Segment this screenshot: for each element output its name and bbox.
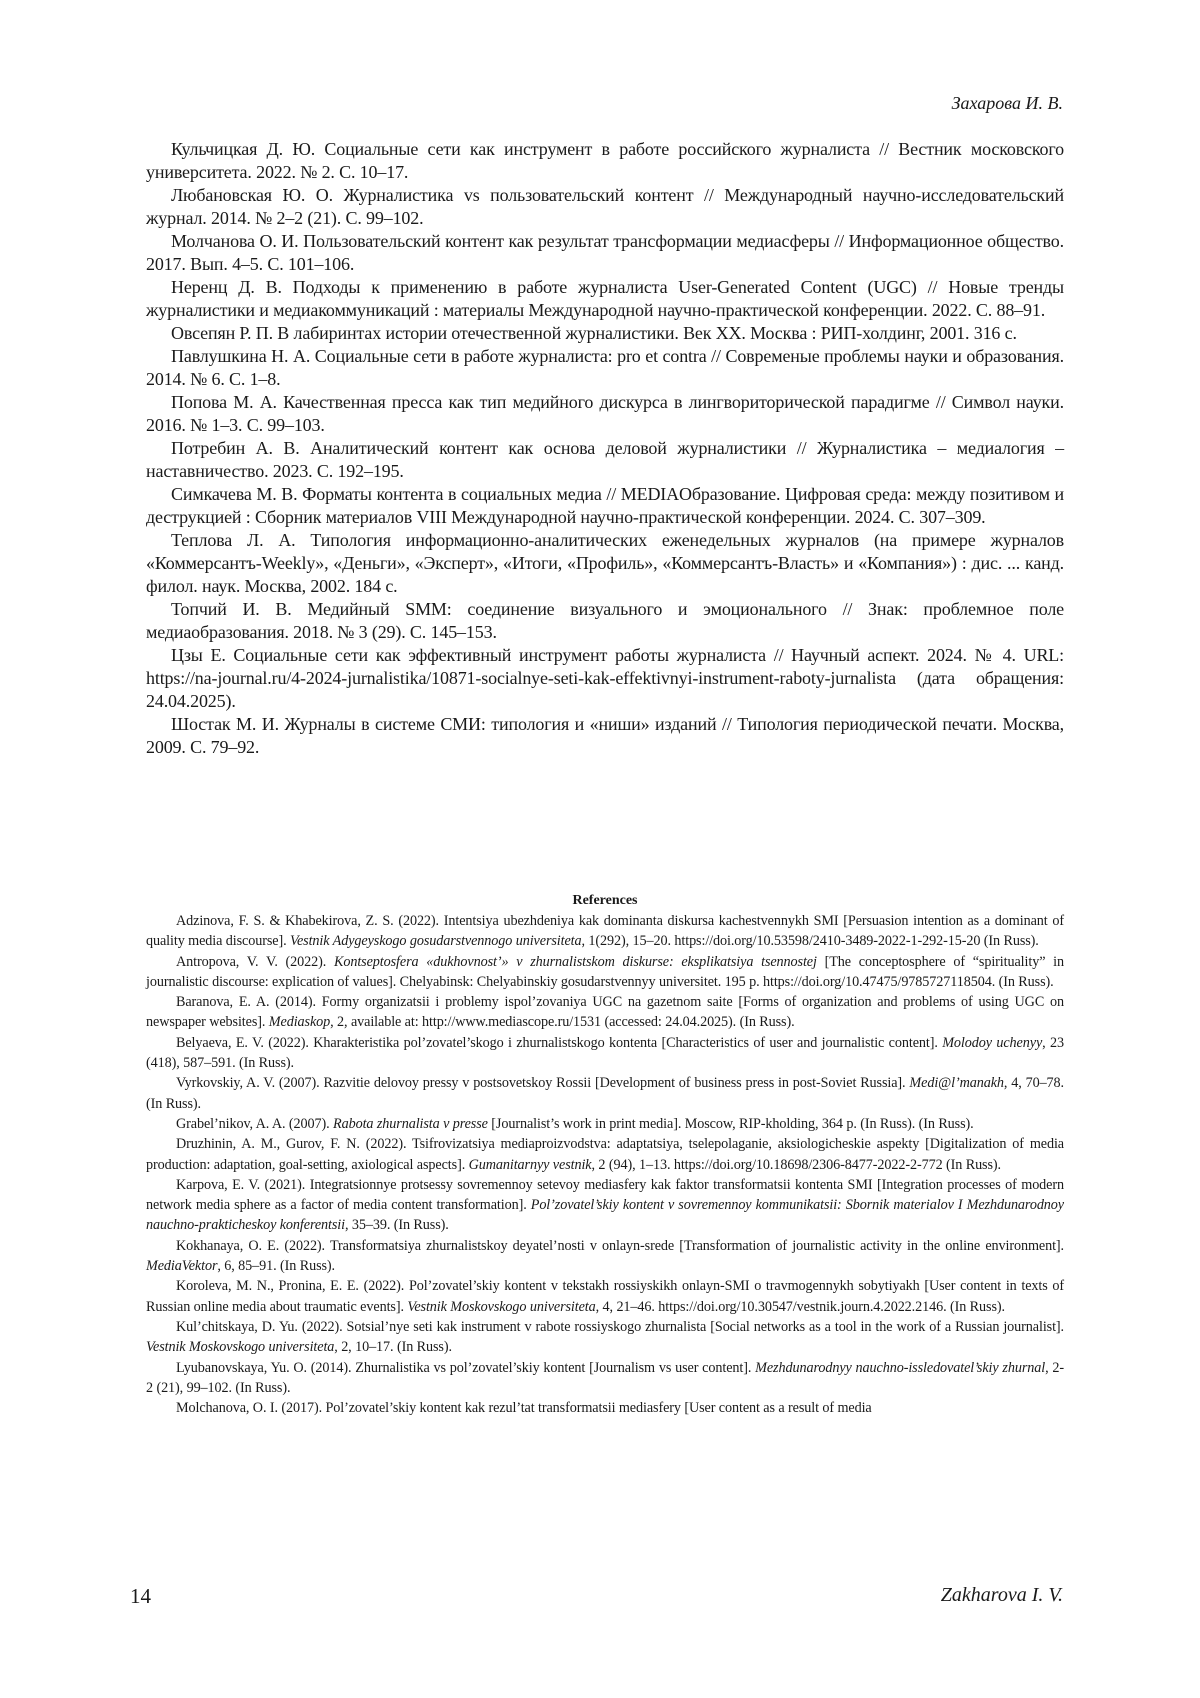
bibliography-entry: Неренц Д. В. Подходы к применению в работе журналиста User-Generated Content (UGC) // Новые тренды журналистики и медиакоммуникаций : материалы Международной научно-практической конференции. 2022. С. 88–91.: [146, 277, 1064, 320]
reference-entry: Koroleva, M. N., Pronina, E. E. (2022). Pol’zovatel’skiy kontent v tekstakh rossiyskikh onlayn-SMI o travmogennykh sobytiyakh [User content in texts of Russian online media about traumatic events]. Vestnik Moskovskogo universiteta, 4, 21–46. https://doi.org/10.30547/vestnik.journ.4.2022.2146. (In Russ).: [146, 1278, 1064, 1315]
bibliography-entry: Павлушкина Н. А. Социальные сети в работе журналиста: pro et contra // Совремeные проблемы науки и образования. 2014. № 6. С. 1–8.: [146, 346, 1064, 389]
reference-journal: Mediaskop: [268, 1014, 331, 1031]
bibliography-entry: Овсепян Р. П. В лабиринтах истории отечественной журналистики. Век XX. Москва : РИП-холдинг, 2001. 316 с.: [171, 323, 1017, 343]
reference-entry: Adzinova, F. S. & Khabekirova, Z. S. (2022). Intentsiya ubezhdeniya kak dominanta diskursa kachestvennykh SMI [Persuasion intention as a dominant of quality media discourse]. Vestnik Adygeyskogo gosudarstvennogo universiteta, 1(292), 15–20. https://doi.org/10.53598/2410-3489-2022-1-292-15-20 (In Russ).: [146, 913, 1064, 950]
reference-entry: Karpova, E. V. (2021). Integratsionnye protsessy sovremennoy setevoy mediasfery kak faktor transformatsii kontenta SMI [Integration processes of modern network media sphere as a factor of media content transformation]. Pol’zovatel’skiy kontent v sovremennoy kommunikatsii: Sbornik materialov I Mezhdunarodnoy nauchno-prakticheskoy konferentsii, 35–39. (In Russ).: [146, 1176, 1064, 1234]
reference-entry: Baranova, E. A. (2014). Formy organizatsii i problemy ispol’zovaniya UGC na gazetnom saite [Forms of organization and problems of using UGC on newspaper websites]. Mediaskop, 2, available at: http://www.mediascope.ru/1531 (accessed: 24.04.2025). (In Russ).: [146, 994, 1064, 1031]
bibliography-entry: Любановская Ю. О. Журналистика vs пользовательский контент // Международный научно-исследовательский журнал. 2014. № 2–2 (21). С. 99–102.: [146, 185, 1064, 228]
bibliography-list: [146, 138, 1064, 759]
reference-journal: Vestnik Moskovskogo universiteta: [407, 1298, 596, 1315]
reference-journal: MediaVektor: [146, 1258, 218, 1275]
bibliography-entry: Молчанова О. И. Пользовательский контент как результат трансформации медиасферы // Информационное общество. 2017. Вып. 4–5. С. 101–106.: [146, 231, 1064, 274]
reference-journal: Rabota zhurnalista v presse: [333, 1115, 488, 1132]
bibliography-entry: Попова М. А. Качественная пресса как тип медийного дискурса в лингвориторической парадигме // Символ науки. 2016. № 1–3. С. 99–103.: [146, 392, 1064, 435]
reference-entry: Grabel’nikov, A. A. (2007). Rabota zhurnalista v presse [Journalist’s work in print media]. Moscow, RIP-kholding, 364 p. (In Russ). (In Russ).: [176, 1115, 974, 1132]
bibliography-entry: Шостак М. И. Журналы в системе СМИ: типология и «ниши» изданий // Типология периодической печати. Москва, 2009. С. 79–92.: [146, 714, 1064, 757]
reference-journal: Mezhdunarodnyy nauchno-issledovatel’skiy zhurnal: [755, 1359, 1046, 1376]
reference-entry: Kul’chitskaya, D. Yu. (2022). Sotsial’nye seti kak instrument v rabote rossiyskogo zhurnalista [Social networks as a tool in the work of a Russian journalist]. Vestnik Moskovskogo universiteta, 2, 10–17. (In Russ).: [146, 1318, 1064, 1356]
running-head: Захарова И. В.: [951, 93, 1063, 113]
bibliography-entry: Теплова Л. А. Типология информационно-аналитических еженедельных журналов (на примере журналов «Коммерсантъ-Weekly», «Деньги», «Эксперт», «Итоги, «Профиль», «Коммерсантъ-Власть» и «Компания») : дис. ... канд. филол. наук. Москва, 2002. 184 с.: [146, 530, 1064, 596]
bibliography-entry: Потребин А. В. Аналитический контент как основа деловой журналистики // Журналистика – медиалогия – наставничество. 2023. С. 192–195.: [146, 438, 1064, 481]
reference-entry: Molchanova, O. I. (2017). Pol’zovatel’skiy kontent kak rezul’tat transformatsii mediasfery [User content as a result of media: [176, 1400, 872, 1417]
reference-entry: Lyubanovskaya, Yu. O. (2014). Zhurnalistika vs pol’zovatel’skiy kontent [Journalism vs user content]. Mezhdunarodnyy nauchno-issledovatel’skiy zhurnal, 2-2 (21), 99–102. (In Russ).: [146, 1359, 1064, 1396]
reference-entry: Kokhanaya, O. E. (2022). Transformatsiya zhurnalistskoy deyatel’nosti v onlayn-srede [Transformation of journalistic activity in the online environment]. MediaVektor, 6, 85–91. (In Russ).: [146, 1237, 1064, 1275]
reference-entry: Belyaeva, E. V. (2022). Kharakteristika pol’zovatel’skogo i zhurnalistskogo kontenta [Characteristics of user and journalistic content]. Molodoy uchenyy, 23 (418), 587–591. (In Russ).: [146, 1034, 1064, 1072]
reference-entry: Vyrkovskiy, A. V. (2007). Razvitie delovoy pressy v postsovetskoy Rossii [Development of business press in post-Soviet Russia]. Medi@l’manakh, 4, 70–78. (In Russ).: [146, 1075, 1064, 1112]
reference-journal: Gumanitarnyy vestnik: [468, 1156, 592, 1173]
reference-journal: Vestnik Adygeyskogo gosudarstvennogo universiteta: [289, 933, 582, 950]
reference-journal: Molodoy uchenyy: [942, 1034, 1043, 1051]
reference-entry: Druzhinin, A. M., Gurov, F. N. (2022). Tsifrovizatsiya mediaproizvodstva: adaptatsiya, tselepolaganie, aksiologicheskie aspekty [Digitalization of media production: adaptation, goal-setting, axiological aspects]. Gumanitarnyy vestnik, 2 (94), 1–13. https://doi.org/10.18698/2306-8477-2022-2-772 (In Russ).: [146, 1136, 1064, 1173]
bibliography-entry: Топчий И. В. Медийный SMM: соединение визуального и эмоционального // Знак: проблемное поле медиаобразования. 2018. № 3 (29). С. 145–153.: [146, 599, 1064, 642]
footer-author: Zakharova I. V.: [940, 1584, 1063, 1606]
bibliography-entry: Кульчицкая Д. Ю. Социальные сети как инструмент в работе российского журналиста // Вестник московского университета. 2022. № 2. С. 10–17.: [146, 139, 1064, 182]
page-number: 14: [130, 1584, 151, 1608]
reference-journal: Pol’zovatel’skiy kontent v sovremennoy kommunikatsii: Sbornik materialov I Mezhdunarodnoy nauchno-prakticheskoy konferentsii: [146, 1197, 1064, 1234]
references-list: [146, 911, 1064, 1418]
reference-journal: Medi@l’manakh: [909, 1075, 1004, 1092]
reference-entry: Antropova, V. V. (2022). Kontseptosfera «dukhovnost’» v zhurnalistskom diskurse: eksplikatsiya tsennostej [The conceptosphere of “spirituality” in journalistic discourse: explication of values]. Chelyabinsk: Chelyabinskiy gosudarstvennyy universitet. 195 p. https://doi.org/10.47475/9785727118504. (In Russ).: [146, 953, 1064, 990]
references-heading: References: [572, 893, 638, 908]
reference-journal: Kontseptosfera «dukhovnost’» v zhurnalistskom diskurse: eksplikatsiya tsennostej: [333, 953, 817, 970]
reference-journal: Vestnik Moskovskogo universiteta: [146, 1339, 335, 1356]
bibliography-entry: Цзы Е. Социальные сети как эффективный инструмент работы журналиста // Научный аспект. 2024. № 4. URL: https://na-journal.ru/4-2024-jurnalistika/10871-socialnye-seti-kak-effektivnyi-instrument-raboty-jurnalista (дата обращения: 24.04.2025).: [146, 645, 1064, 711]
bibliography-entry: Симкачева М. В. Форматы контента в социальных медиа // MEDIAОбразование. Цифровая среда: между позитивом и деструкцией : Сборник материалов VIII Международной научно-практической конференции. 2024. С. 307–309.: [146, 484, 1064, 527]
